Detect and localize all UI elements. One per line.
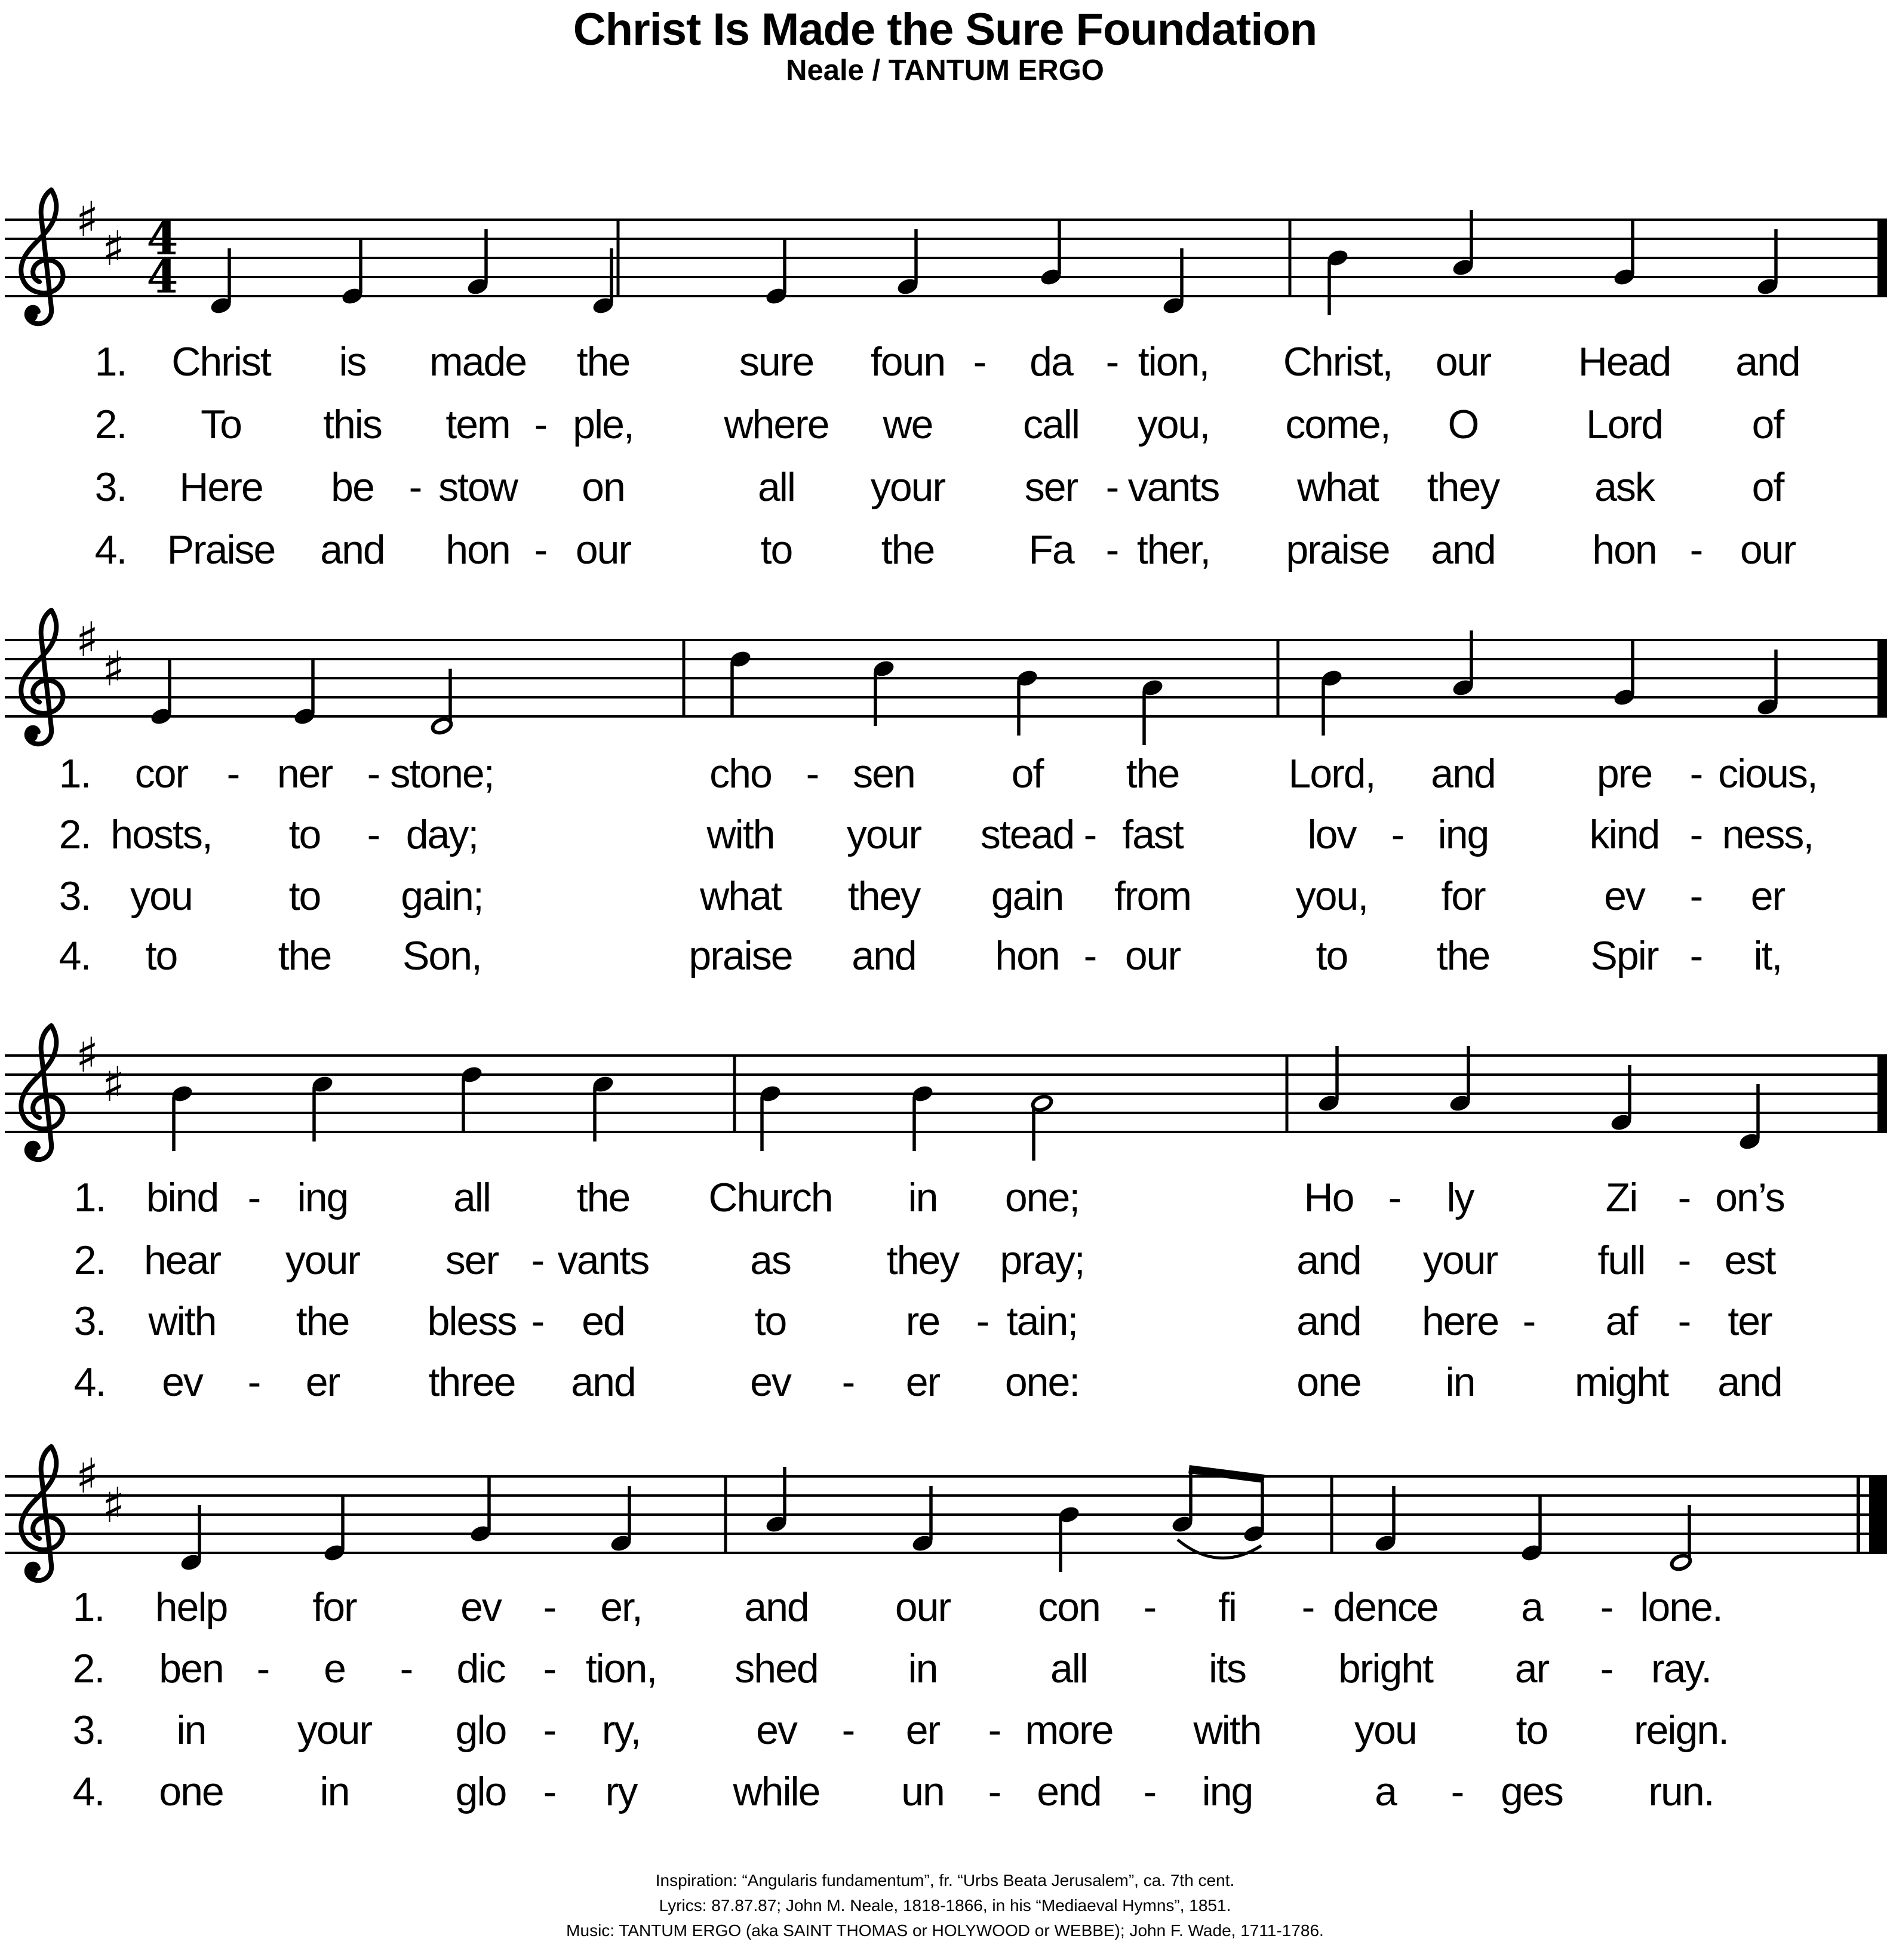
lyric-syllable: stow	[438, 464, 517, 510]
staff-3	[0, 1009, 1890, 1170]
lyric-syllable: help	[155, 1584, 228, 1630]
verse-number: 2.	[94, 402, 127, 447]
slur	[1178, 1540, 1261, 1558]
syllable-hyphen: -	[1689, 751, 1702, 796]
lyric-syllable: in	[319, 1769, 349, 1814]
lyric-syllable: hon	[995, 933, 1059, 979]
lyric-syllable: in	[908, 1175, 938, 1220]
time-signature-bottom: 4	[146, 250, 179, 303]
lyric-syllable: re	[905, 1299, 940, 1344]
lyric-syllable: run.	[1648, 1769, 1714, 1814]
lyric-syllable: sure	[739, 339, 814, 384]
lyric-syllable: a	[1521, 1584, 1542, 1630]
lyric-syllable: and	[744, 1584, 809, 1630]
lyric-syllable: gain	[991, 873, 1064, 919]
lyric-syllable: and	[571, 1359, 635, 1405]
verse-line	[0, 1707, 1890, 1761]
lyric-syllable: one;	[1004, 1175, 1080, 1220]
syllable-hyphen: -	[247, 1175, 260, 1220]
syllable-hyphen: -	[806, 751, 819, 796]
lyric-syllable: be	[331, 464, 374, 510]
lyric-syllable: pray;	[1000, 1238, 1084, 1283]
lyric-syllable: er,	[600, 1584, 642, 1630]
lyric-syllable: ed	[582, 1299, 625, 1344]
syllable-hyphen: -	[531, 1238, 544, 1283]
lyric-syllable: ges	[1501, 1769, 1563, 1814]
lyric-syllable: con	[1038, 1584, 1100, 1630]
lyric-syllable: day;	[405, 812, 478, 857]
verse-number: 3.	[94, 464, 127, 510]
lyric-syllable: is	[339, 339, 366, 384]
lyric-syllable: your	[1422, 1238, 1498, 1283]
lyric-syllable: you,	[1295, 873, 1368, 919]
final-barline-thick	[1869, 1475, 1887, 1554]
verse-line	[0, 753, 1890, 805]
syllable-hyphen: -	[976, 1299, 989, 1344]
footer-inspiration: Inspiration: “Angularis fundamentum”, fr. “Urbs Beata Jerusalem”, ca. 7th cent.	[655, 1871, 1235, 1890]
lyric-syllable: and	[1717, 1359, 1782, 1405]
lyric-syllable: one	[159, 1769, 223, 1814]
verse-number: 3.	[73, 1299, 106, 1344]
time-signature-top: 4	[146, 212, 179, 265]
verse-number: 2.	[73, 1238, 106, 1283]
lyric-syllable: you	[1354, 1707, 1416, 1753]
lyric-syllable: dic	[456, 1646, 505, 1691]
footer-lyrics-credit: Lyrics: 87.87.87; John M. Neale, 1818-1866, in his “Mediaeval Hymns”, 1851.	[659, 1896, 1231, 1915]
lyric-syllable: ev	[162, 1359, 202, 1405]
lyric-syllable: the	[1436, 933, 1490, 979]
lyric-syllable: to	[1516, 1707, 1548, 1753]
verse-line	[0, 1240, 1890, 1291]
lyric-syllable: where	[724, 402, 829, 447]
syllable-hyphen: -	[1083, 812, 1096, 857]
key-signature-sharp-icon: ♯	[75, 1448, 99, 1504]
lyric-syllable: stone;	[390, 751, 494, 796]
verse-line	[0, 341, 1890, 393]
lyric-syllable: ser	[1024, 464, 1078, 510]
verse-number: 1.	[94, 339, 127, 384]
lyric-syllable: ev	[750, 1359, 791, 1405]
syllable-hyphen: -	[543, 1707, 556, 1753]
lyric-syllable: the	[576, 339, 630, 384]
lyric-syllable: cho	[709, 751, 772, 796]
lyric-syllable: one	[1296, 1359, 1361, 1405]
lyric-syllable: Lord,	[1288, 751, 1375, 796]
lyric-syllable: hear	[143, 1238, 221, 1283]
syllable-hyphen: -	[973, 339, 986, 384]
lyric-syllable: bless	[427, 1299, 517, 1344]
lyric-syllable: ray.	[1651, 1646, 1711, 1691]
lyric-syllable: they	[1427, 464, 1499, 510]
lyric-syllable: ing	[297, 1175, 348, 1220]
lyric-syllable: what	[1297, 464, 1378, 510]
end-barline	[1877, 639, 1887, 718]
lyric-syllable: to	[288, 873, 321, 919]
lyric-syllable: Zi	[1605, 1175, 1637, 1220]
lyric-syllable: Lord	[1585, 402, 1663, 447]
syllable-hyphen: -	[988, 1769, 1001, 1814]
lyric-syllable: ter	[1728, 1299, 1772, 1344]
lyric-syllable: ing	[1201, 1769, 1253, 1814]
syllable-hyphen: -	[841, 1707, 855, 1753]
syllable-hyphen: -	[841, 1359, 855, 1405]
lyric-syllable: end	[1037, 1769, 1101, 1814]
verse-number: 4.	[94, 527, 127, 573]
lyric-syllable: our	[1124, 933, 1181, 979]
lyric-syllable: Praise	[167, 527, 275, 573]
lyric-syllable: ser	[445, 1238, 499, 1283]
verse-number: 1.	[59, 751, 91, 796]
lyric-syllable: ple,	[573, 402, 634, 447]
syllable-hyphen: -	[1105, 339, 1118, 384]
lyric-syllable: all	[453, 1175, 491, 1220]
lyric-syllable: ther,	[1136, 527, 1210, 573]
lyric-syllable: Church	[708, 1175, 832, 1220]
lyric-syllable: from	[1114, 873, 1191, 919]
treble-clef-icon	[24, 729, 38, 742]
lyric-syllable: on’s	[1715, 1175, 1784, 1220]
verse-number: 3.	[72, 1707, 105, 1753]
lyric-syllable: it,	[1753, 933, 1782, 979]
lyric-syllable: all	[1050, 1646, 1088, 1691]
lyric-syllable: un	[901, 1769, 944, 1814]
lyric-syllable: to	[1316, 933, 1348, 979]
lyric-syllable: stead	[980, 812, 1074, 857]
lyric-syllable: ar	[1514, 1646, 1549, 1691]
lyric-syllable: ask	[1594, 464, 1654, 510]
lyric-syllable: as	[750, 1238, 791, 1283]
lyric-syllable: er	[905, 1359, 940, 1405]
lyric-syllable: ev	[460, 1584, 501, 1630]
lyric-syllable: ev	[756, 1707, 797, 1753]
lyric-syllable: for	[312, 1584, 357, 1630]
syllable-hyphen: -	[247, 1359, 260, 1405]
lyric-syllable: and	[1431, 527, 1495, 573]
syllable-hyphen: -	[1677, 1238, 1691, 1283]
treble-clef-icon	[24, 1565, 38, 1579]
lyric-syllable: ner	[276, 751, 333, 796]
lyric-syllable: for	[1441, 873, 1485, 919]
lyric-syllable: of	[1011, 751, 1043, 796]
lyric-syllable: you	[130, 873, 192, 919]
lyric-syllable: in	[176, 1707, 206, 1753]
lyric-syllable: of	[1751, 402, 1784, 447]
lyric-syllable: the	[1126, 751, 1179, 796]
lyric-syllable: made	[429, 339, 527, 384]
verse-number: 4.	[72, 1769, 105, 1814]
lyric-syllable: gain;	[401, 873, 483, 919]
lyric-syllable: Fa	[1028, 527, 1074, 573]
lyric-syllable: ry,	[601, 1707, 641, 1753]
lyric-syllable: and	[852, 933, 916, 979]
syllable-hyphen: -	[543, 1769, 556, 1814]
lyric-syllable: praise	[1286, 527, 1390, 573]
lyric-syllable: glo	[455, 1769, 506, 1814]
lyric-syllable: with	[148, 1299, 216, 1344]
lyric-syllable: ly	[1446, 1175, 1474, 1220]
syllable-hyphen: -	[408, 464, 422, 510]
key-signature-sharp-icon: ♯	[75, 612, 99, 667]
staff-1	[0, 173, 1890, 334]
syllable-hyphen: -	[1388, 1175, 1401, 1220]
lyric-syllable: lone.	[1640, 1584, 1722, 1630]
treble-clef-icon	[24, 309, 38, 322]
lyric-syllable: hosts,	[110, 812, 212, 857]
lyric-syllable: and	[1735, 339, 1800, 384]
lyric-syllable: three	[428, 1359, 515, 1405]
lyric-syllable: and	[1296, 1238, 1361, 1283]
lyric-syllable: lov	[1307, 812, 1356, 857]
lyric-syllable: its	[1209, 1646, 1246, 1691]
lyric-syllable: more	[1025, 1707, 1113, 1753]
lyric-syllable: to	[754, 1299, 786, 1344]
lyric-syllable: er	[905, 1707, 940, 1753]
verse-line	[0, 873, 1890, 927]
verse-number: 1.	[73, 1175, 106, 1220]
syllable-hyphen: -	[1450, 1769, 1464, 1814]
syllable-hyphen: -	[1143, 1584, 1156, 1630]
lyric-syllable: full	[1597, 1238, 1645, 1283]
lyric-syllable: call	[1022, 402, 1080, 447]
lyric-syllable: this	[323, 402, 382, 447]
lyric-syllable: our	[895, 1584, 951, 1630]
page-subtitle: Neale / TANTUM ERGO	[786, 54, 1104, 87]
footer-music-credit: Music: TANTUM ERGO (aka SAINT THOMAS or HOLYWOOD or WEBBE); John F. Wade, 1711-1786.	[566, 1921, 1324, 1940]
lyric-syllable: reign.	[1633, 1707, 1729, 1753]
lyric-syllable: glo	[455, 1707, 506, 1753]
lyric-syllable: af	[1605, 1299, 1637, 1344]
lyric-syllable: kind	[1589, 812, 1659, 857]
syllable-hyphen: -	[1689, 873, 1702, 919]
key-signature-sharp-icon: ♯	[102, 1057, 125, 1112]
key-signature-sharp-icon: ♯	[102, 1478, 125, 1533]
lyric-syllable: in	[1445, 1359, 1475, 1405]
lyric-syllable: O	[1448, 402, 1479, 447]
lyric-syllable: with	[706, 812, 775, 857]
lyric-syllable: our	[575, 527, 631, 573]
syllable-hyphen: -	[256, 1646, 269, 1691]
end-barline	[1877, 1054, 1887, 1133]
syllable-hyphen: -	[1600, 1584, 1613, 1630]
lyric-syllable: Christ	[171, 339, 271, 384]
syllable-hyphen: -	[1105, 527, 1118, 573]
lyric-syllable: you,	[1137, 402, 1210, 447]
lyric-syllable: bright	[1338, 1646, 1433, 1691]
lyric-syllable: they	[847, 873, 920, 919]
lyric-syllable: er	[1750, 873, 1785, 919]
syllable-hyphen: -	[367, 751, 380, 796]
verse-line	[0, 1301, 1890, 1352]
lyric-syllable: the	[296, 1299, 349, 1344]
lyric-syllable: hon	[1592, 527, 1657, 573]
key-signature-sharp-icon: ♯	[75, 192, 99, 247]
lyric-syllable: ev	[1604, 873, 1645, 919]
key-signature-sharp-icon: ♯	[102, 221, 125, 276]
lyric-syllable: cious,	[1718, 751, 1817, 796]
lyric-syllable: sen	[853, 751, 915, 796]
lyric-syllable: praise	[689, 933, 792, 979]
verse-line	[0, 1648, 1890, 1700]
lyric-syllable: we	[883, 402, 933, 447]
lyric-syllable: shed	[735, 1646, 818, 1691]
lyric-syllable: our	[1740, 527, 1796, 573]
lyric-syllable: here	[1421, 1299, 1499, 1344]
staff-2	[0, 593, 1890, 755]
syllable-hyphen: -	[1677, 1175, 1691, 1220]
lyric-syllable: while	[733, 1769, 820, 1814]
verse-line	[0, 1771, 1890, 1823]
lyric-syllable: ing	[1437, 812, 1489, 857]
syllable-hyphen: -	[367, 812, 380, 857]
lyric-syllable: tain;	[1006, 1299, 1078, 1344]
syllable-hyphen: -	[543, 1584, 556, 1630]
key-signature-sharp-icon: ♯	[102, 641, 125, 697]
syllable-hyphen: -	[988, 1707, 1001, 1753]
lyric-syllable: your	[297, 1707, 372, 1753]
lyric-syllable: a	[1375, 1769, 1396, 1814]
verse-number: 4.	[73, 1359, 106, 1405]
syllable-hyphen: -	[1301, 1584, 1314, 1630]
syllable-hyphen: -	[1600, 1646, 1613, 1691]
lyric-syllable: pre	[1596, 751, 1652, 796]
lyric-syllable: and	[320, 527, 385, 573]
lyric-syllable: e	[324, 1646, 345, 1691]
lyric-syllable: all	[757, 464, 795, 510]
page-title: Christ Is Made the Sure Foundation	[573, 4, 1317, 55]
syllable-hyphen: -	[399, 1646, 413, 1691]
lyric-syllable: your	[285, 1238, 360, 1283]
syllable-hyphen: -	[534, 527, 547, 573]
lyric-syllable: to	[760, 527, 792, 573]
verse-number: 4.	[59, 933, 91, 979]
lyric-syllable: your	[870, 464, 945, 510]
verse-number: 3.	[59, 873, 91, 919]
verse-number: 2.	[59, 812, 91, 857]
verse-line	[0, 464, 1890, 518]
syllable-hyphen: -	[534, 402, 547, 447]
verse-line	[0, 1359, 1890, 1413]
verse-line	[0, 1177, 1890, 1229]
verse-line	[0, 1584, 1890, 1638]
syllable-hyphen: -	[226, 751, 239, 796]
lyric-syllable: tion,	[585, 1646, 657, 1691]
syllable-hyphen: -	[543, 1646, 556, 1691]
lyric-syllable: da	[1029, 339, 1072, 384]
lyric-syllable: the	[881, 527, 935, 573]
lyric-syllable: bind	[146, 1175, 219, 1220]
lyric-syllable: tion,	[1138, 339, 1209, 384]
lyric-syllable: Spir	[1590, 933, 1658, 979]
verse-line	[0, 814, 1890, 866]
lyric-syllable: on	[582, 464, 625, 510]
syllable-hyphen: -	[1083, 933, 1096, 979]
syllable-hyphen: -	[1105, 464, 1118, 510]
syllable-hyphen: -	[1689, 812, 1702, 857]
lyric-syllable: one:	[1004, 1359, 1080, 1405]
lyric-syllable: er	[305, 1359, 340, 1405]
verse-line	[0, 933, 1890, 987]
staff-4	[0, 1430, 1890, 1591]
syllable-hyphen: -	[1689, 933, 1702, 979]
syllable-hyphen: -	[1143, 1769, 1156, 1814]
lyric-syllable: they	[886, 1238, 959, 1283]
lyric-syllable: Christ,	[1283, 339, 1393, 384]
lyric-syllable: tem	[445, 402, 510, 447]
lyric-syllable: est	[1724, 1238, 1775, 1283]
lyric-syllable: the	[278, 933, 331, 979]
syllable-hyphen: -	[531, 1299, 544, 1344]
lyric-syllable: with	[1193, 1707, 1261, 1753]
lyric-syllable: and	[1296, 1299, 1361, 1344]
lyric-syllable: in	[908, 1646, 938, 1691]
lyric-syllable: Ho	[1304, 1175, 1354, 1220]
lyric-syllable: vants	[557, 1238, 649, 1283]
lyric-syllable: your	[846, 812, 921, 857]
lyric-syllable: come,	[1285, 402, 1390, 447]
lyric-syllable: fast	[1122, 812, 1183, 857]
lyric-syllable: to	[145, 933, 177, 979]
lyric-syllable: to	[288, 812, 321, 857]
lyric-syllable: ben	[159, 1646, 223, 1691]
lyric-syllable: and	[1431, 751, 1495, 796]
lyric-syllable: what	[700, 873, 781, 919]
lyric-syllable: the	[576, 1175, 630, 1220]
syllable-hyphen: -	[1689, 527, 1702, 573]
key-signature-sharp-icon: ♯	[75, 1027, 99, 1083]
lyric-syllable: fi	[1218, 1584, 1236, 1630]
lyric-syllable: ness,	[1722, 812, 1814, 857]
lyric-syllable: hon	[445, 527, 510, 573]
lyric-syllable: Son,	[402, 933, 481, 979]
lyric-syllable: of	[1751, 464, 1784, 510]
lyric-syllable: Head	[1578, 339, 1671, 384]
verse-line	[0, 527, 1890, 581]
lyric-syllable: ry	[605, 1769, 637, 1814]
lyric-syllable: cor	[134, 751, 188, 796]
verse-number: 2.	[72, 1646, 105, 1691]
lyric-syllable: vants	[1127, 464, 1219, 510]
lyric-syllable: might	[1574, 1359, 1668, 1405]
verse-line	[0, 404, 1890, 456]
treble-clef-icon	[24, 1144, 38, 1158]
lyric-syllable: To	[201, 402, 241, 447]
lyric-syllable: Here	[179, 464, 263, 510]
syllable-hyphen: -	[1522, 1299, 1535, 1344]
lyric-syllable: foun	[870, 339, 945, 384]
lyric-syllable: dence	[1333, 1584, 1438, 1630]
lyric-syllable: our	[1435, 339, 1491, 384]
end-barline	[1877, 219, 1887, 297]
syllable-hyphen: -	[1677, 1299, 1691, 1344]
syllable-hyphen: -	[1391, 812, 1404, 857]
verse-number: 1.	[72, 1584, 105, 1630]
